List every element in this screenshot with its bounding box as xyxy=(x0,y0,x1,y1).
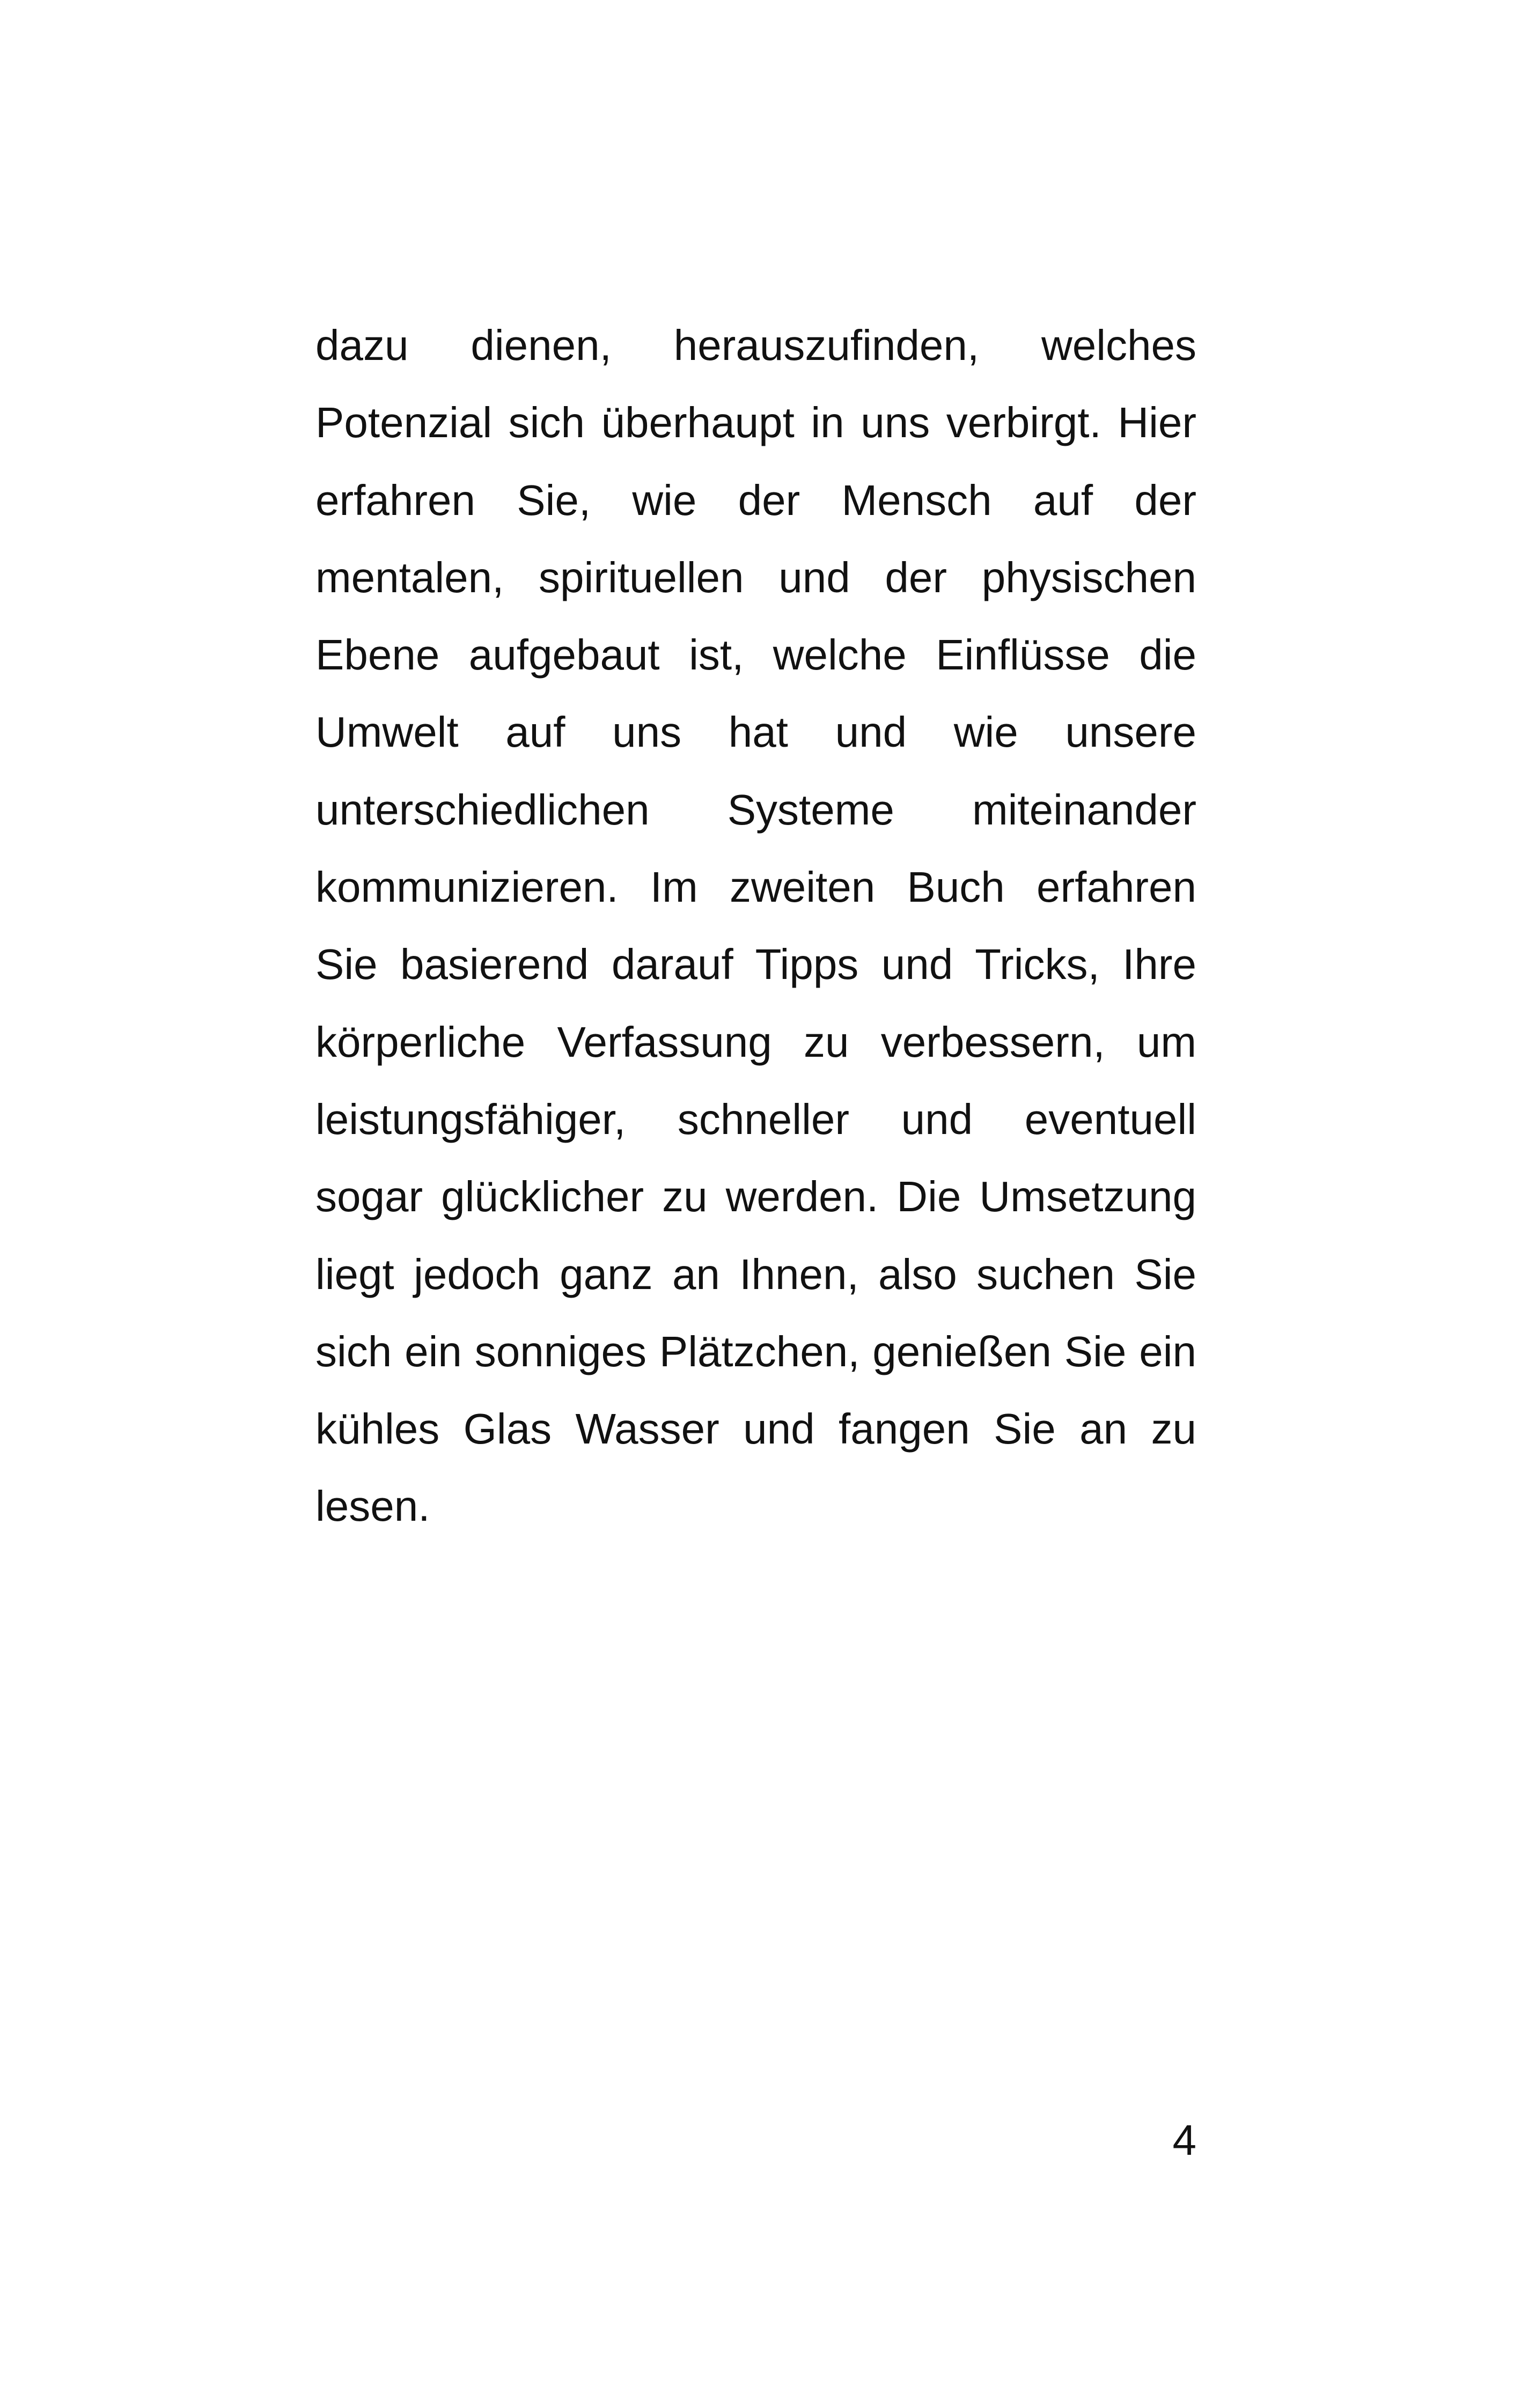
text-line: Ebene aufgebaut ist, welche Einflüsse die xyxy=(315,631,1196,679)
text-line: sogar glücklicher zu werden. Die Umsetzung xyxy=(315,1173,1196,1221)
text-line: liegt jedoch ganz an Ihnen, also suchen Sie xyxy=(315,1250,1196,1298)
text-line: Umwelt auf uns hat und wie unsere xyxy=(315,708,1196,756)
text-line: Potenzial sich überhaupt in uns verbirgt. Hier xyxy=(315,399,1196,447)
text-line: kühles Glas Wasser und fangen Sie an zu xyxy=(315,1405,1196,1453)
text-line: Sie basierend darauf Tipps und Tricks, Ihre xyxy=(315,940,1196,989)
text-line: mentalen, spirituellen und der physischen xyxy=(315,553,1196,601)
page-number: 4 xyxy=(1172,2116,1196,2164)
text-line: sich ein sonniges Plätzchen, genießen Sie ein xyxy=(315,1327,1196,1375)
text-line: dazu dienen, herauszufinden, welches xyxy=(315,321,1196,369)
text-line: kommunizieren. Im zweiten Buch erfahren xyxy=(315,863,1196,911)
text-line: unterschiedlichen Systeme miteinander xyxy=(315,785,1196,834)
text-line: leistungsfähiger, schneller und eventuell xyxy=(315,1095,1196,1143)
text-line: erfahren Sie, wie der Mensch auf der xyxy=(315,476,1196,524)
text-line: lesen. xyxy=(315,1482,430,1530)
body-paragraph xyxy=(315,307,1196,1545)
text-line: körperliche Verfassung zu verbessern, um xyxy=(315,1018,1196,1066)
